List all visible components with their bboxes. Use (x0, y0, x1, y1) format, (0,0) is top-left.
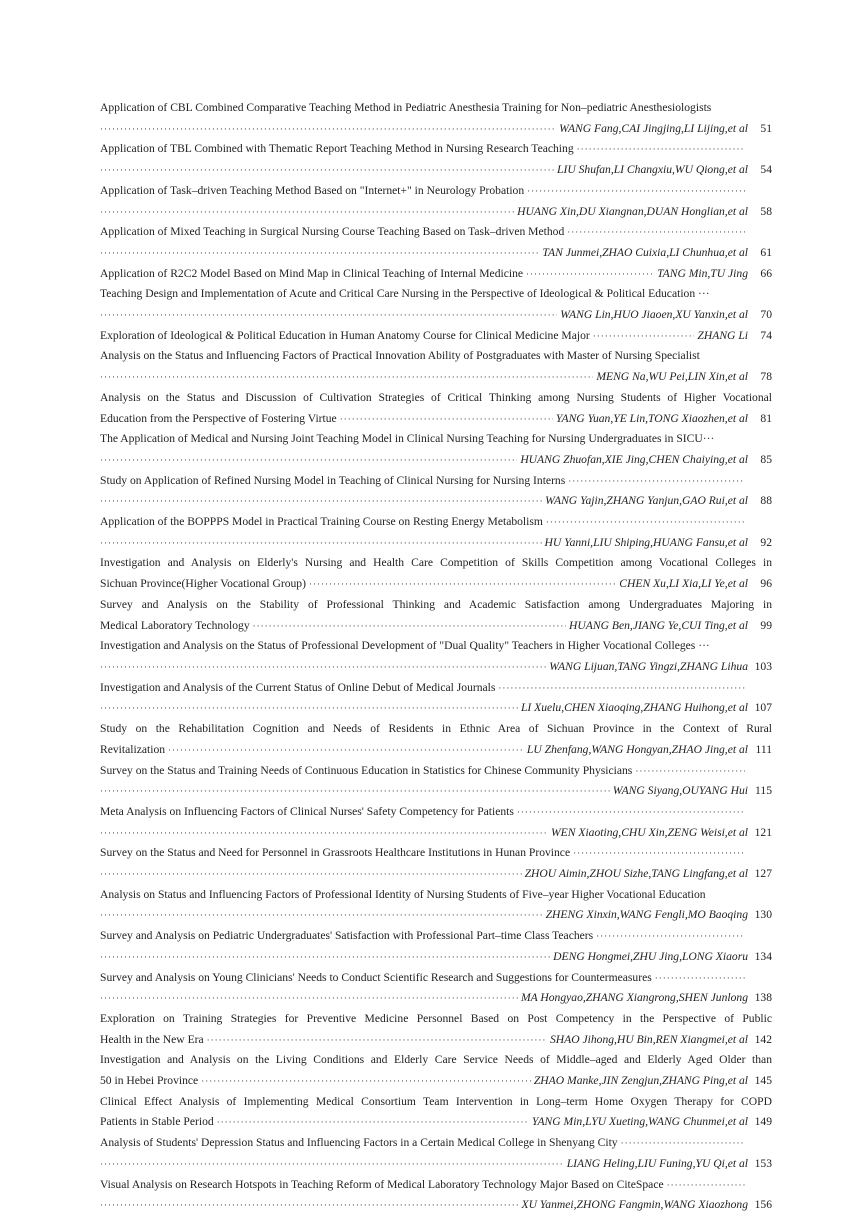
toc-entry[interactable] (100, 1009, 772, 1050)
dot-leader (546, 512, 745, 533)
entry-title-line (100, 926, 772, 947)
entry-title: Survey and Analysis on the Stability of Professional Thinking and Academic Satisfaction among Undergraduates Majoring in (100, 597, 772, 611)
entry-title-line (100, 761, 772, 782)
entry-title-line (100, 284, 772, 305)
dot-leader (217, 1112, 529, 1133)
entry-title: 50 in Hebei Province (100, 1074, 199, 1088)
entry-title: Revitalization (100, 742, 166, 756)
entry-authors: WANG Siyang,OUYANG Hui (612, 784, 748, 798)
entry-title: Investigation and Analysis of the Current Status of Online Debut of Medical Journals (100, 680, 496, 694)
toc-entry[interactable] (100, 346, 772, 387)
entry-page[interactable]: 142 (754, 1032, 772, 1046)
dot-leader (573, 843, 745, 864)
dot-leader (100, 823, 548, 844)
entry-title-line (100, 802, 772, 823)
entry-author-line (100, 905, 772, 926)
entry-title: Sichuan Province(Higher Vocational Group) (100, 577, 306, 591)
dot-leader (168, 740, 524, 761)
dot-leader (577, 139, 745, 160)
toc-entry[interactable] (100, 553, 772, 594)
dot-leader (207, 1030, 547, 1051)
entry-title-line (100, 553, 772, 574)
entry-author-line (100, 947, 772, 968)
toc-entry[interactable] (100, 284, 772, 325)
entry-final-line (100, 1030, 772, 1051)
entry-authors: HUANG Zhuofan,XIE Jing,CHEN Chaiying,et al (520, 452, 748, 466)
entry-title: Education from the Perspective of Fostering Virtue (100, 411, 337, 425)
entry-author-line (100, 823, 772, 844)
entry-title: Meta Analysis on Influencing Factors of Clinical Nurses' Safety Competency for Patients (100, 804, 514, 818)
entry-title-line (100, 636, 772, 657)
dot-leader (100, 491, 542, 512)
entry-page[interactable]: 138 (754, 991, 772, 1005)
entry-authors: LU Zhenfang,WANG Hongyan,ZHAO Jing,et al (526, 742, 748, 756)
dot-leader (100, 160, 554, 181)
entry-author-line (100, 781, 772, 802)
dot-leader (596, 926, 745, 947)
dot-leader (526, 264, 654, 285)
toc-entry[interactable] (100, 678, 772, 719)
entry-title: Visual Analysis on Research Hotspots in Teaching Reform of Medical Laboratory Technology Major Based on CiteSpace (100, 1177, 664, 1191)
toc-entry[interactable] (100, 222, 772, 263)
entry-page[interactable]: 92 (760, 535, 772, 549)
entry-page[interactable]: 127 (754, 867, 772, 881)
entry-authors: HU Yanni,LIU Shiping,HUANG Fansu,et al (544, 535, 748, 549)
entry-author-line (100, 491, 772, 512)
entry-page[interactable]: 103 (754, 659, 772, 673)
entry-title-line (100, 1175, 772, 1196)
entry-authors: YANG Yuan,YE Lin,TONG Xiaozhen,et al (555, 411, 748, 425)
entry-authors: HUANG Ben,JIANG Ye,CUI Ting,et al (569, 618, 748, 632)
entry-title-line (100, 346, 772, 367)
toc-entry[interactable] (100, 139, 772, 180)
entry-author-line (100, 864, 772, 885)
entry-authors: LI Xuelu,CHEN Xiaoqing,ZHANG Huihong,et al (520, 701, 748, 715)
entry-authors: ZHOU Aimin,ZHOU Sizhe,TANG Lingfang,et al (524, 867, 748, 881)
dot-leader (100, 119, 556, 140)
entry-title-line (100, 678, 772, 699)
toc-entry[interactable] (100, 1175, 772, 1216)
dot-leader (100, 367, 593, 388)
entry-title: Survey and Analysis on Young Clinicians' Needs to Conduct Scientific Research and Suggestions for Countermeasures (100, 970, 652, 984)
entry-authors: WANG Lin,HUO Jiaoen,XU Yanxin,et al (560, 308, 748, 322)
entry-authors: TAN Junmei,ZHAO Cuixia,LI Chunhua,et al (542, 245, 748, 259)
entry-page[interactable]: 61 (760, 245, 772, 259)
entry-authors: MA Hongyao,ZHANG Xiangrong,SHEN Junlong (520, 991, 748, 1005)
entry-page[interactable]: 145 (754, 1074, 772, 1088)
entry-title: Medical Laboratory Technology (100, 618, 250, 632)
entry-author-line (100, 305, 772, 326)
entry-title: Analysis on Status and Influencing Factors of Professional Identity of Nursing Students of Five–year Higher Vocational Education (100, 887, 706, 901)
dot-leader (621, 1133, 745, 1154)
entry-page[interactable]: 115 (755, 784, 772, 798)
entry-authors: XU Yanmei,ZHONG Fangmin,WANG Xiaozhong (521, 1198, 748, 1212)
entry-title: Analysis of Students' Depression Status and Influencing Factors in a Certain Medical College in Shenyang City (100, 1136, 618, 1150)
entry-authors: SHAO Jihong,HU Bin,REN Xiangmei,et al (549, 1032, 748, 1046)
entry-title: Study on Application of Refined Nursing Model in Teaching of Clinical Nursing for Nursing Interns (100, 473, 566, 487)
toc-entry[interactable] (100, 429, 772, 470)
dot-leader (100, 1154, 564, 1175)
entry-final-line (100, 1112, 772, 1133)
entry-page[interactable]: 66 (760, 266, 772, 280)
dot-leader (567, 222, 745, 243)
toc-entry[interactable] (100, 968, 772, 1009)
toc-entry[interactable] (100, 719, 772, 760)
entry-title: The Application of Medical and Nursing Joint Teaching Model in Clinical Nursing Teaching for Nursing Undergraduates in SICU··· (100, 432, 715, 446)
dot-leader (100, 947, 550, 968)
entry-author-line (100, 1154, 772, 1175)
entry-authors: ZHENG Xinxin,WANG Fengli,MO Baoqing (545, 908, 748, 922)
entry-title-line (100, 1092, 772, 1113)
dot-leader (100, 657, 546, 678)
entry-authors: WANG Yajin,ZHANG Yanjun,GAO Rui,et al (545, 494, 748, 508)
entry-title: Analysis on the Status and Discussion of Cultivation Strategies of Critical Thinking among Nursing Students of Higher Vocational (100, 390, 772, 404)
entry-title-line (100, 719, 772, 740)
entry-title: Study on the Rehabilitation Cognition and Needs of Residents in Ethnic Area of Sichuan Province in the Context of Rural (100, 722, 772, 736)
dot-leader (100, 243, 539, 264)
dot-leader (100, 905, 543, 926)
toc-entry[interactable] (100, 761, 772, 802)
entry-page[interactable]: 121 (754, 825, 772, 839)
dot-leader (253, 616, 566, 637)
entry-title: Exploration of Ideological & Political Education in Human Anatomy Course for Clinical Medicine Major (100, 328, 590, 342)
entry-page[interactable]: 85 (760, 452, 772, 466)
entry-title: Investigation and Analysis on Elderly's Nursing and Health Care Competition of Skills Competition among Vocational Colleges in (100, 556, 772, 570)
entry-authors: LIU Shufan,LI Changxiu,WU Qiong,et al (557, 163, 748, 177)
entry-title: Analysis on the Status and Influencing Factors of Practical Innovation Ability of Postgraduates with Master of Nursing Specialist (100, 349, 700, 363)
entry-title: Survey on the Status and Need for Personnel in Grassroots Healthcare Institutions in Hunan Province (100, 846, 571, 860)
toc-entry[interactable] (100, 471, 772, 512)
entry-final-line (100, 574, 772, 595)
entry-page[interactable]: 149 (754, 1115, 772, 1129)
entry-author-line (100, 657, 772, 678)
entry-page[interactable]: 107 (754, 701, 772, 715)
entry-page[interactable]: 54 (760, 163, 772, 177)
toc-entry[interactable] (100, 595, 772, 636)
entry-authors: TANG Min,TU Jing (657, 266, 748, 280)
entry-title-line (100, 512, 772, 533)
dot-leader (100, 864, 522, 885)
entry-final-line (100, 740, 772, 761)
entry-author-line (100, 160, 772, 181)
entry-author-line (100, 698, 772, 719)
toc-entry[interactable] (100, 388, 772, 429)
entry-title: Patients in Stable Period (100, 1115, 214, 1129)
entry-page[interactable]: 153 (754, 1156, 772, 1170)
dot-leader (593, 326, 695, 347)
entry-title: Application of CBL Combined Comparative Teaching Method in Pediatric Anesthesia Training for Non–pediatric Anesthesiologists (100, 101, 712, 114)
entry-final-line (100, 1071, 772, 1092)
toc-entry[interactable] (100, 885, 772, 926)
table-of-contents (100, 98, 772, 1216)
entry-title-line (100, 595, 772, 616)
entry-final-line (100, 264, 772, 285)
entry-authors: LIANG Heling,LIU Funing,YU Qi,et al (566, 1156, 748, 1170)
entry-title: Application of TBL Combined with Thematic Report Teaching Method in Nursing Research Teaching (100, 142, 574, 156)
entry-final-line (100, 409, 772, 430)
dot-leader (498, 678, 745, 699)
toc-entry[interactable] (100, 636, 772, 677)
entry-authors: ZHANG Li (697, 328, 748, 342)
entry-title-line (100, 1133, 772, 1154)
entry-page[interactable]: 81 (760, 411, 772, 425)
toc-entry[interactable] (100, 843, 772, 884)
entry-title: Survey and Analysis on Pediatric Undergraduates' Satisfaction with Professional Part–time Class Teachers (100, 929, 594, 943)
dot-leader (309, 574, 616, 595)
entry-title-line (100, 222, 772, 243)
entry-authors: WANG Fang,CAI Jingjing,LI Lijing,et al (559, 121, 748, 135)
entry-authors: WEN Xiaoting,CHU Xin,ZENG Weisi,et al (551, 825, 748, 839)
entry-author-line (100, 450, 772, 471)
toc-entry[interactable] (100, 181, 772, 222)
entry-final-line (100, 616, 772, 637)
entry-title-line (100, 139, 772, 160)
entry-title-line (100, 181, 772, 202)
entry-page[interactable]: 99 (760, 618, 772, 632)
toc-entry[interactable] (100, 264, 772, 285)
entry-title: Application of R2C2 Model Based on Mind Map in Clinical Teaching of Internal Medicine (100, 266, 524, 280)
entry-page[interactable]: 58 (760, 204, 772, 218)
entry-title: Investigation and Analysis on the Status of Professional Development of "Dual Quality" Teachers in Higher Vocational Colleges ··· (100, 639, 710, 653)
entry-title: Survey on the Status and Training Needs of Continuous Education in Statistics for Chinese Community Physicians (100, 763, 633, 777)
entry-title-line (100, 1050, 772, 1071)
entry-final-line (100, 326, 772, 347)
entry-author-line (100, 533, 772, 554)
entry-title-line (100, 843, 772, 864)
dot-leader (100, 988, 518, 1009)
toc-entry[interactable] (100, 1133, 772, 1174)
entry-title: Investigation and Analysis on the Living Conditions and Elderly Care Service Needs of Middle–aged and Elderly Aged Older than (100, 1053, 772, 1067)
dot-leader (100, 450, 517, 471)
entry-title-line (100, 471, 772, 492)
entry-page[interactable]: 51 (760, 121, 772, 135)
dot-leader (635, 761, 745, 782)
entry-authors: ZHAO Manke,JIN Zengjun,ZHANG Ping,et al (533, 1074, 748, 1088)
entry-authors: CHEN Xu,LI Xia,LI Ye,et al (619, 577, 748, 591)
entry-title-line (100, 968, 772, 989)
toc-entry[interactable] (100, 1050, 772, 1091)
entry-title: Clinical Effect Analysis of Implementing Medical Consortium Team Intervention in Long–term Home Oxygen Therapy for COPD (100, 1094, 772, 1108)
entry-authors: DENG Hongmei,ZHU Jing,LONG Xiaoru (553, 949, 748, 963)
entry-title-line (100, 885, 772, 906)
entry-title: Teaching Design and Implementation of Acute and Critical Care Nursing in the Perspective of Ideological & Political Education ··· (100, 287, 710, 301)
entry-author-line (100, 202, 772, 223)
entry-page[interactable]: 134 (754, 949, 772, 963)
entry-page[interactable]: 70 (760, 308, 772, 322)
entry-author-line (100, 119, 772, 140)
entry-page[interactable]: 74 (760, 328, 772, 342)
toc-entry[interactable] (100, 926, 772, 967)
toc-entry[interactable] (100, 802, 772, 843)
toc-entry[interactable] (100, 1092, 772, 1133)
dot-leader (517, 802, 745, 823)
dot-leader (667, 1175, 745, 1196)
entry-authors: HUANG Xin,DU Xiangnan,DUAN Honglian,et al (517, 204, 748, 218)
entry-title-line (100, 429, 772, 450)
dot-leader (201, 1071, 531, 1092)
dot-leader (527, 181, 745, 202)
entry-authors: WANG Lijuan,TANG Yingzi,ZHANG Lihua (549, 659, 748, 673)
entry-page[interactable]: 78 (760, 370, 772, 384)
dot-leader (100, 781, 610, 802)
entry-title: Application of the BOPPPS Model in Practical Training Course on Resting Energy Metabolism (100, 515, 543, 529)
entry-authors: YANG Min,LYU Xueting,WANG Chunmei,et al (531, 1115, 748, 1129)
entry-page[interactable]: 88 (760, 494, 772, 508)
dot-leader (100, 202, 514, 223)
dot-leader (100, 533, 542, 554)
entry-title-line (100, 1009, 772, 1030)
dot-leader (100, 698, 518, 719)
entry-title-line (100, 388, 772, 409)
entry-authors: MENG Na,WU Pei,LIN Xin,et al (596, 370, 748, 384)
entry-author-line (100, 243, 772, 264)
dot-leader (655, 968, 745, 989)
toc-entry[interactable] (100, 98, 772, 139)
dot-leader (340, 409, 553, 430)
entry-page[interactable]: 156 (754, 1198, 772, 1212)
entry-page[interactable]: 130 (754, 908, 772, 922)
entry-author-line (100, 367, 772, 388)
dot-leader (100, 305, 557, 326)
dot-leader (568, 471, 745, 492)
entry-title: Application of Mixed Teaching in Surgical Nursing Course Teaching Based on Task–driven Method (100, 225, 565, 239)
entry-page[interactable]: 96 (760, 577, 772, 591)
entry-title: Health in the New Era (100, 1032, 204, 1046)
entry-page[interactable]: 111 (755, 742, 772, 756)
entry-title-line (100, 98, 772, 119)
entry-author-line (100, 988, 772, 1009)
toc-entry[interactable] (100, 326, 772, 347)
entry-title: Exploration on Training Strategies for Preventive Medicine Personnel Based on Post Competency in the Perspective of Public (100, 1011, 772, 1025)
entry-title: Application of Task–driven Teaching Method Based on "Internet+" in Neurology Probation (100, 183, 525, 197)
toc-entry[interactable] (100, 512, 772, 553)
